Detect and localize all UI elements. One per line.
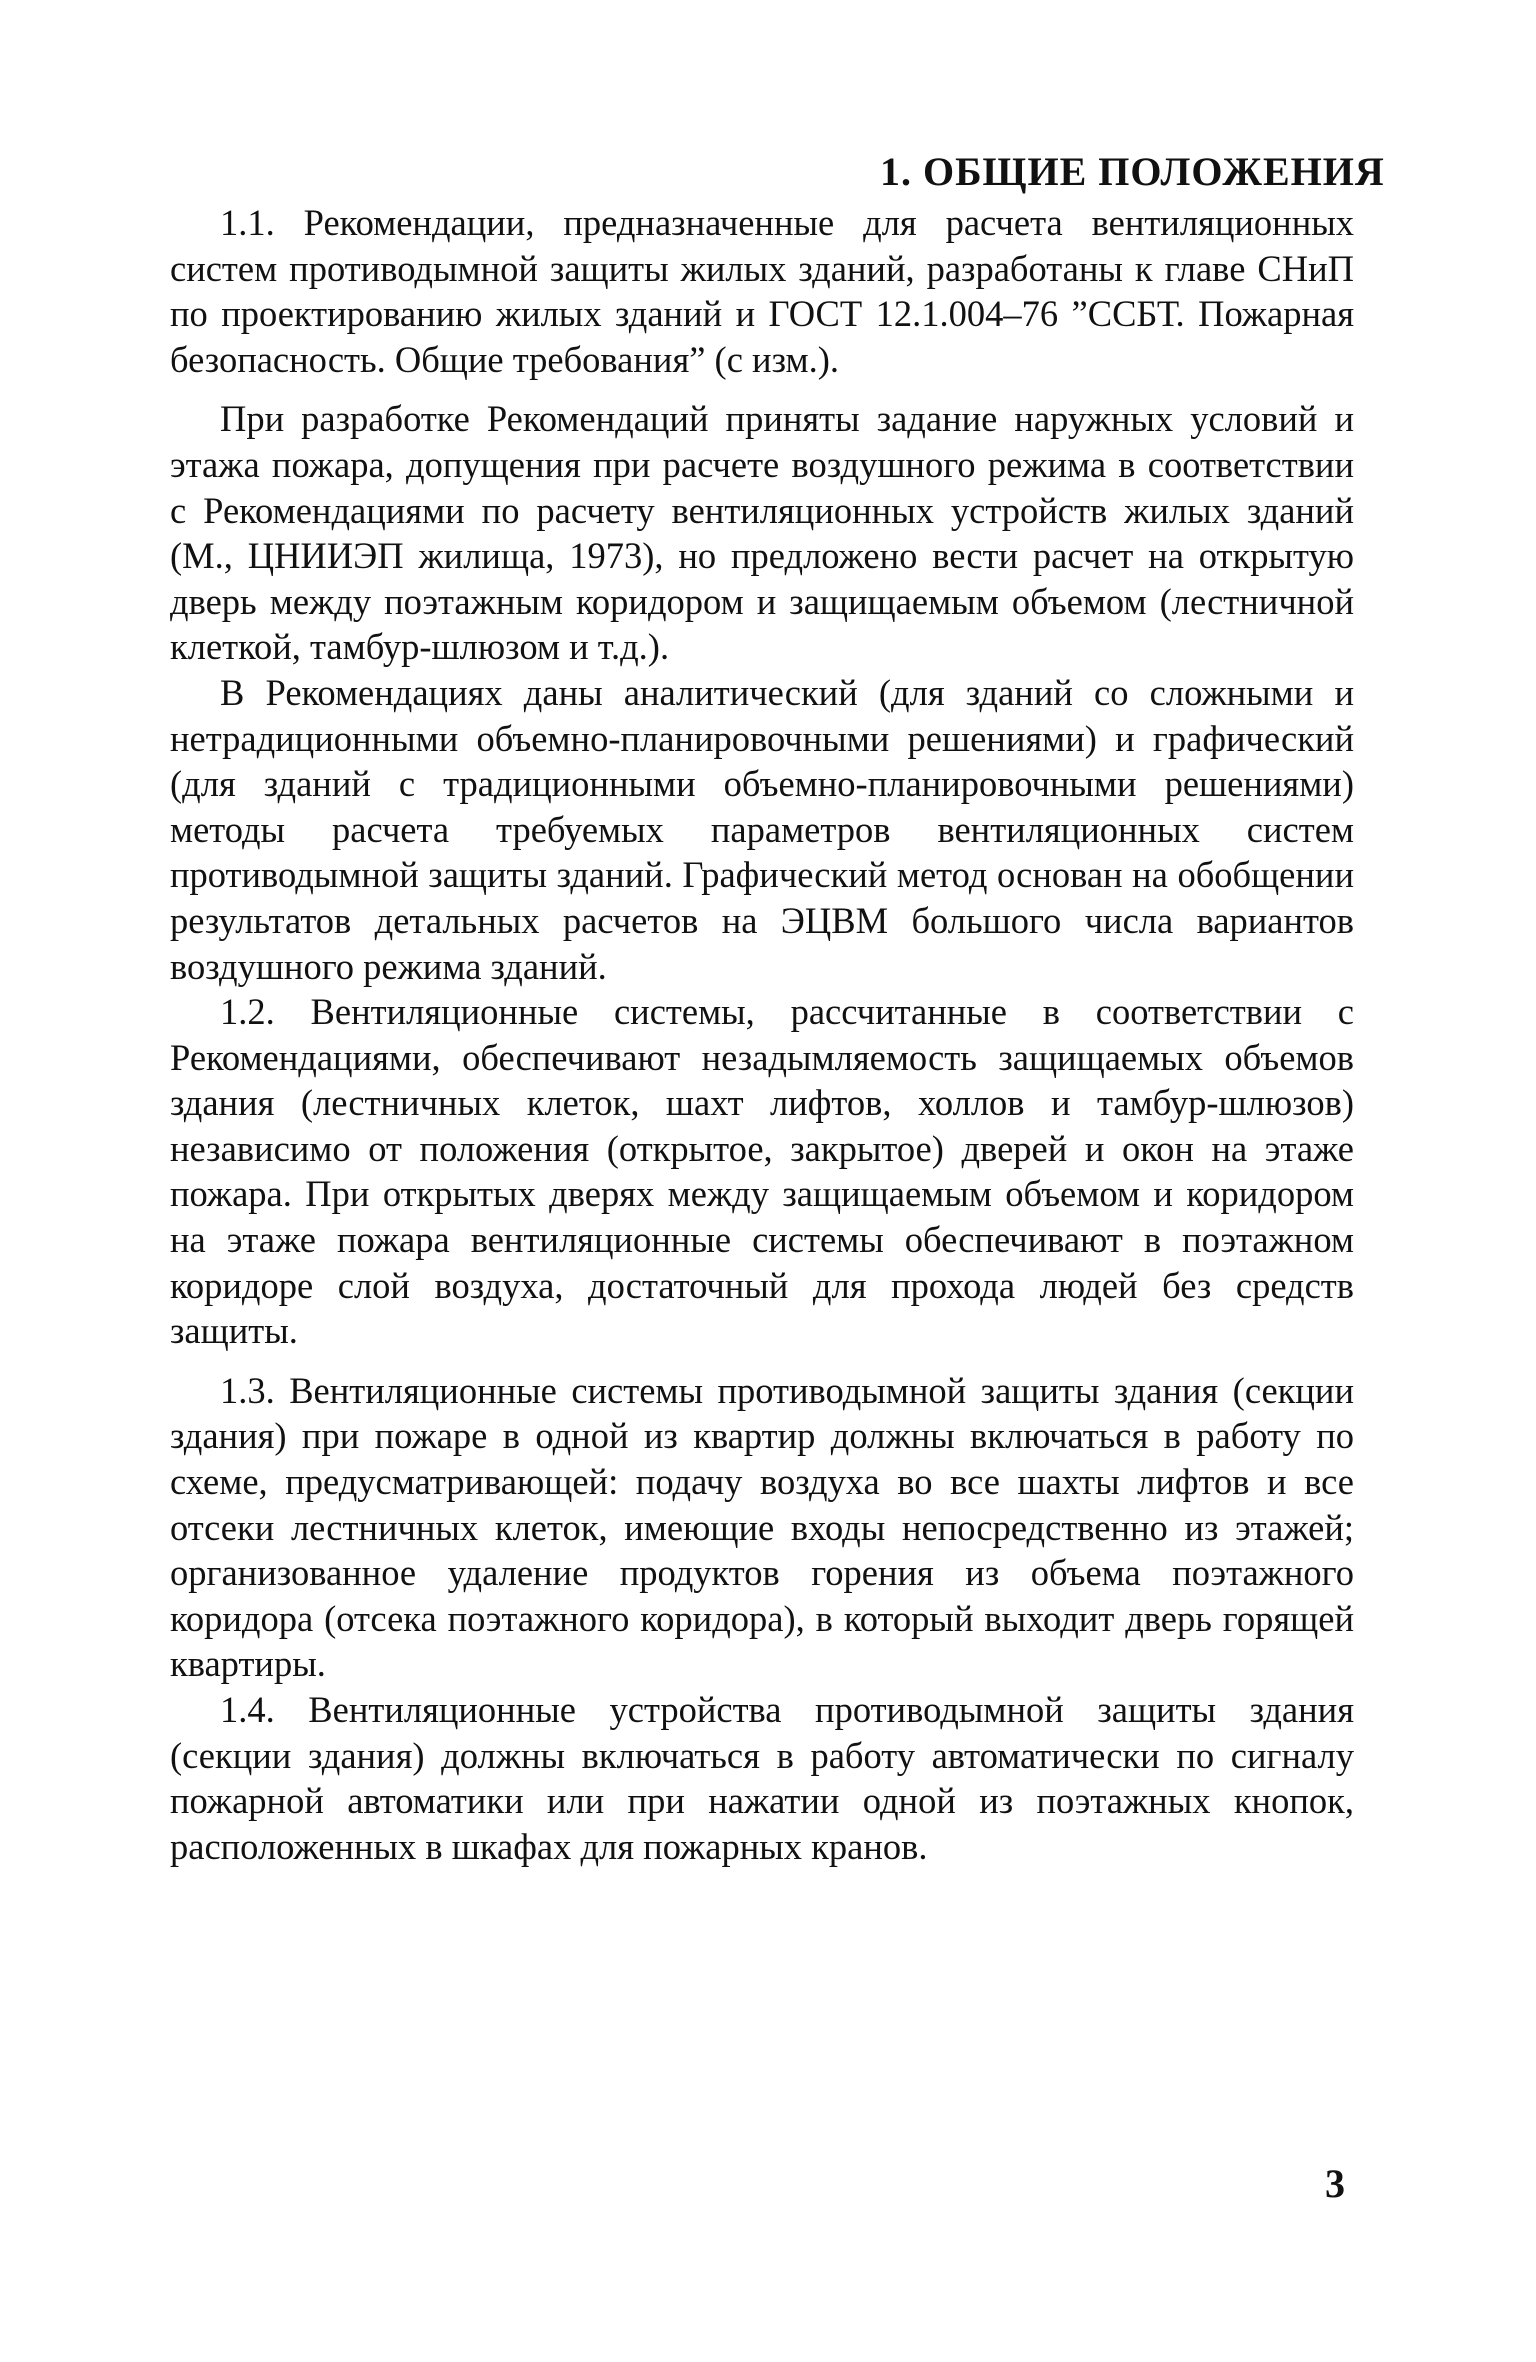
page-number: 3 xyxy=(1325,2161,1345,2206)
paragraph-1-1-development: При разработке Рекомендаций приняты задание наружных условий и этажа пожара, допущения при расчете воздушного режима в соответствии с Рекомендациями по расчету вентиляционных устройств жилых зданий (М., ЦНИИЭП жилища, 1973), но предложено вести расчет на открытую дверь между поэтажным коридором и защищаемым объемом (лестничной клеткой, тамбур-шлюзом и т.д.). xyxy=(170,398,1354,668)
paragraph-1-3: 1.3. Вентиляционные системы противодымной защиты здания (секции здания) при пожаре в одной из квартир должны включаться в работу по схеме, предусматривающей: подачу воздуха во все шахты лифтов и все отсеки лестничных клеток, имеющие входы непосредственно из этажей; организованное удаление продуктов горения из объема поэтажного коридора (отсека поэтажного коридора), в который выходит дверь горящей квартиры. xyxy=(170,1369,1354,1685)
paragraph-1-4: 1.4. Вентиляционные устройства противодымной защиты здания (секции здания) должны включаться в работу автоматически по сигналу пожарной автоматики или при нажатии одной из поэтажных кнопок, расположенных в шкафах для пожарных кранов. xyxy=(170,1689,1354,1867)
paragraph-1-1-methods: В Рекомендациях даны аналитический (для зданий со сложными и нетрадиционными объемно-планировочными решениями) и графический (для зданий с традиционными объемно-планировочными решениями) методы расчета требуемых параметров вентиляционных систем противодымной защиты зданий. Графический метод основан на обобщении результатов детальных расчетов на ЭЦВМ большого числа вариантов воздушного режима зданий. xyxy=(170,671,1354,987)
section-heading: 1. ОБЩИЕ ПОЛОЖЕНИЯ xyxy=(880,149,1385,194)
paragraph-1-2: 1.2. Вентиляционные системы, рассчитанные в соответствии с Рекомендациями, обеспечивают незадымляемость защищаемых объемов здания (лестничных клеток, шахт лифтов, холлов и тамбур-шлюзов) независимо от положения (открытое, закрытое) дверей и окон на этаже пожара. При открытых дверях между защищаемым объемом и коридором на этаже пожара вентиляционные системы обеспечивают в поэтажном коридоре слой воздуха, достаточный для прохода людей без средств защиты. xyxy=(170,991,1354,1352)
paragraph-1-1: 1.1. Рекомендации, предназначенные для расчета вентиляционных систем противодымной защиты жилых зданий, разработаны к главе СНиП по проектированию жилых зданий и ГОСТ 12.1.004–76 ”ССБТ. Пожарная безопасность. Общие требования” (с изм.). xyxy=(170,202,1354,380)
body-text xyxy=(170,200,1354,1869)
